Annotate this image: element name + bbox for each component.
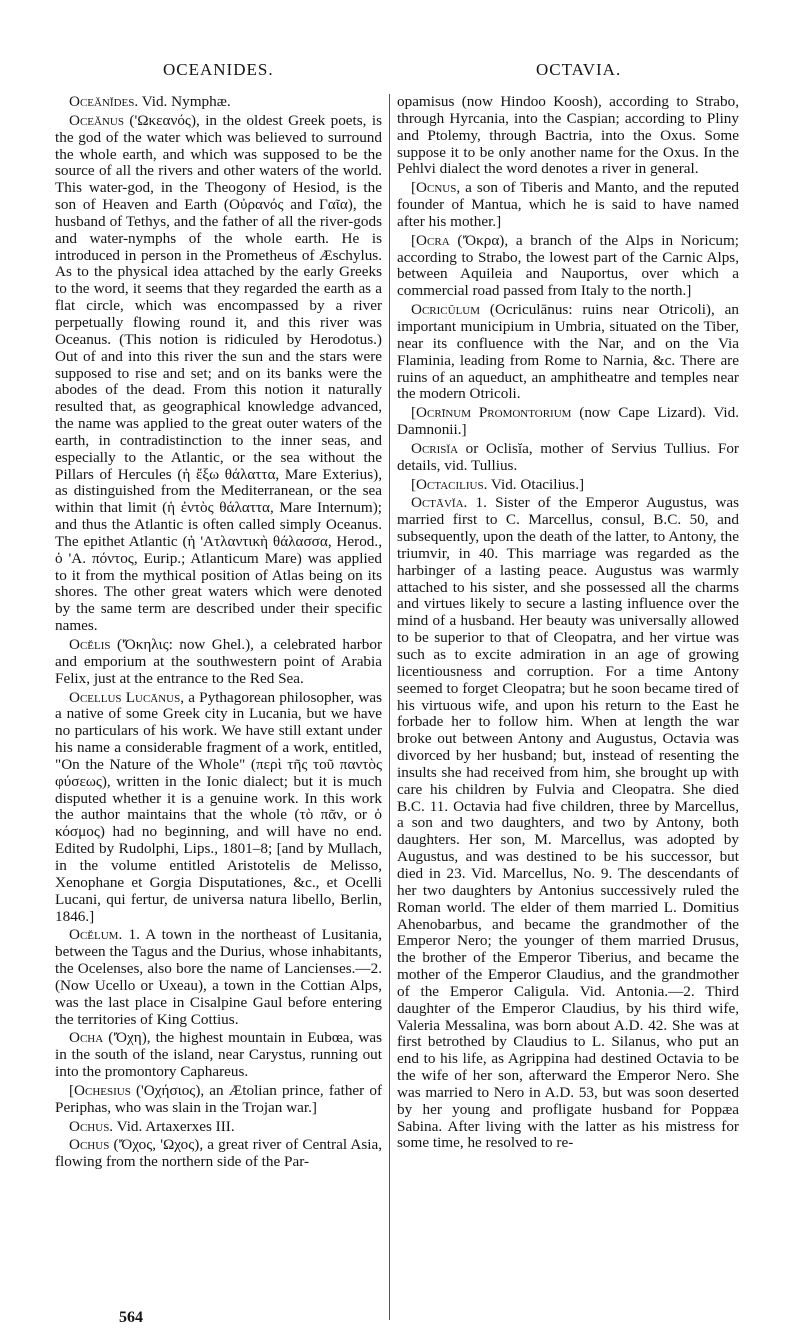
entry-headword: Ochus. — [69, 1117, 114, 1135]
entry-ocelum — [55, 927, 382, 1028]
entry-ocriculum — [397, 302, 739, 403]
entry-headword: Ocellus Lucānus, — [69, 688, 185, 706]
entry-text: Vid. Nymphæ. — [141, 93, 231, 110]
entry-ocelis — [55, 637, 382, 688]
column-divider — [389, 94, 390, 1320]
entry-text: 1. Sister of the Emperor Augustus, was married first to C. Marcellus, consul, B.C. 50, and subsequently, upon the death of the latter, to Antony, the triumvir, in 40. This marriage was regarded as the harbinger of a lasting peace. Augustus was warmly attached to his sister, and she possessed all the charms and virtues likely to secure a lasting influence over the mind of a husband. Her beauty was universally allowed to be superior to that of Cleopatra, and her virtue was such as to excite admiration in an age of growing licentiousness and corruption. For a time Antony seemed to forget Cleopatra; but he soon became tired of his virtuous wife, and upon his return to the East he forbade her to follow him. When at length the war broke out between Antony and Augustus, Octavia was divorced by her husband; but, instead of resenting the insults she had received from him, she brought up with care his children by Fulvia and Cleopatra. She died B.C. 11. Octavia had five children, three by Marcellus, a son and two daughters, and two by Antony, both daughters. Her son, M. Marcellus, was adopted by Augustus, and was destined to be his successor, but died in 23. Vid. Marcellus, No. 9. The descendants of her two daughters by Antonius successively ruled the Roman world. The elder of them married L. Domitius Ahenobarbus, and became the grandmother of the Emperor Nero; the younger of them married Drusus, the brother of the Emperor Tiberius, and became the mother of the Emperor Claudius, and the grandmother of the Emperor Caligula. Vid. Antonia.—2. Third daughter of the Emperor Claudius, by his third wife, Valeria Messalina, was born about A.D. 42. She was at first betrothed by Claudius to L. Silanus, who put an end to his life, as Agrippina had destined Octavia to be the wife of her son, afterward the Emperor Nero. She was married to Nero in A.D. 53, but was soon deserted by her young and profligate husband for Poppæa Sabina. After living with the latter as his mistress for some time, he resolved to re- — [397, 494, 739, 1152]
entry-headword: Ocrisĭa — [411, 439, 459, 457]
entry-headword: Ocha — [69, 1029, 104, 1047]
entry-headword: [Ocrīnum Promontorium — [411, 404, 572, 422]
entry-text: (now Cape Lizard). Vid. Damnonii.] — [397, 404, 740, 439]
entry-headword: Ocĕlis — [69, 636, 111, 653]
entry-ocrisia — [397, 441, 739, 475]
entry-ocha — [55, 1030, 382, 1081]
entry-headword: [Ocra — [411, 231, 450, 249]
entry-text: 1. A town in the northeast of Lusitania, between the Tagus and the Durius, whose inhabitants, the Ocelenses, also bore the name of Lancienses.—2. (Now Ucello or Uxeau), a town in the Cottian Alps, was the last place in Cisalpine Gaul before entering the territories of King Cottius. — [55, 926, 383, 1028]
running-head-left: OCEANIDES. — [163, 60, 274, 79]
entry-octacilius — [397, 477, 739, 494]
entry-text: ('Όχη), the highest mountain in Eubœa, was in the south of the island, near Carystus, running out into the promontory Caphareus. — [55, 1029, 383, 1081]
entry-octavia — [397, 495, 739, 1152]
entry-ocellus-lucanus — [55, 690, 382, 926]
entry-headword: [Ochesius — [69, 1081, 131, 1099]
entry-ochus-continued — [397, 94, 739, 178]
entry-ocrinum — [397, 405, 739, 439]
entry-text: ('Οχήσιος), an Ætolian prince, father of Periphas, who was slain in the Trojan war.] — [55, 1081, 382, 1116]
entry-headword: Octāvĭa. — [411, 494, 468, 512]
entry-text: (Ocriculānus: ruins near Otricoli), an important municipium in Umbria, situated on the Tiber, near its confluence with the Nar, and on the Via Flaminia, leading from Rome to Narnia, &c. There are ruins of an aqueduct, an amphitheatre and temples near the modern Otricoli. — [397, 301, 739, 403]
entry-text: a son of Tiberis and Manto, and the reputed founder of Mantua, which he is said to have named after his mother.] — [397, 179, 739, 230]
entry-headword: Oceănĭdes. — [69, 93, 139, 110]
running-head — [0, 0, 800, 84]
entry-text: ('Ωκεανός), in the oldest Greek poets, is the god of the water which was believed to surround the whole earth, and which was supposed to be the source of all the rivers and other waters of the world. This water-god, in the Theogony of Hesiod, is the son of Heaven and Earth (Οὐρανός and Γαῖα), the husband of Tethys, and the father of all the river-gods and water-nymphs of the whole earth. He is introduced in person in the Prometheus of Æschylus. As to the physical idea attached by the early Greeks to the word, it seems that they regarded the earth as a flat circle, which was encompassed by a river perpetually flowing round it, and this river was Oceanus. (This notion is ridiculed by Herodotus.) Out of and into this river the sun and the stars were supposed to rise and set; and on its banks were the abodes of the dead. From this notion it naturally resulted that, as geographical knowledge advanced, the name was applied to the great outer waters of the earth, in contradistinction to the inner seas, and especially to the Atlantic, or the sea without the Pillars of Hercules (ἡ ἔξω θάλαττα, Mare Exterius), as distinguished from the Mediterranean, or the sea within that limit (ἡ ἐντὸς θάλαττα, Mare Internum); and thus the Atlantic is often called simply Oceanus. The epithet Atlantic (ἡ 'Ατλαντικὴ θάλασσα, Herod., ὁ 'Α. πόντος, Eurip.; Atlanticum Mare) was applied to it from the mythical position of Atlas being on its shores. The other great waters which were denoted by the same term are described under their specific names. — [55, 111, 383, 635]
entry-text: opamisus (now Hindoo Koosh), according to Strabo, through Hyrcania, into the Caspian; according to Pliny and Ptolemy, through Bactria, into the Oxus. Some suppose it to be only another name for the Oxus. In the Pehlvi dialect the word denotes a river in general. — [397, 93, 739, 178]
entry-text: Vid. Otacilius.] — [490, 475, 585, 493]
entry-ochesius — [55, 1083, 382, 1117]
left-column — [55, 94, 382, 1173]
entry-text: ('Όκηλις: now Ghel.), a celebrated harbor and emporium at the southwestern point of Arabia Felix, just at the entrance to the Red Sea. — [55, 636, 383, 687]
entry-ochus-1 — [55, 1119, 382, 1136]
page-number: 564 — [119, 1309, 143, 1326]
entry-headword: Oceănus — [69, 111, 124, 129]
entry-headword: Ocricŭlum — [411, 301, 481, 319]
right-column — [397, 94, 739, 1154]
entry-ocnus — [397, 180, 739, 231]
entry-headword: Ochus — [69, 1136, 110, 1154]
entry-text: ('Όκρα), a branch of the Alps in Noricum; according to Strabo, the lowest part of the Carnic Alps, between Aquileia and Nauportus, over which a commercial road passed from Italy to the north.] — [397, 231, 740, 300]
entry-oceanus — [55, 113, 382, 635]
entry-ocra — [397, 233, 739, 300]
entry-headword: [Octacilius. — [411, 475, 488, 493]
entry-oceanides — [55, 94, 382, 111]
entry-text: Vid. Artaxerxes III. — [116, 1117, 235, 1135]
entry-text: a Pythagorean philosopher, was a native of some Greek city in Lucania, but we have no particulars of his work. We have still extant under his name a considerable fragment of a work, entitled, "On the Nature of the Whole" (περὶ τῆς τοῦ παντὸς φύσεως), written in the Ionic dialect; but it is much disputed whether it is a genuine work. In this work the author maintains that the whole (τὸ πᾶν, or ὁ κόσμος) had no beginning, and will have no end. Edited by Rudolphi, Lips., 1801–8; [and by Mullach, in the volume entitled Aristotelis de Melisso, Xenophane et Gorgia Disputationes, &c., et Ocelli Lucani, qui fertur, de universa natura libello, Berlin, 1846.] — [55, 688, 382, 925]
running-head-right: OCTAVIA. — [536, 60, 622, 79]
entry-ochus-2 — [55, 1137, 382, 1171]
entry-text: ('Όχος, 'Ωχος), a great river of Central Asia, flowing from the northern side of the Par- — [55, 1136, 382, 1171]
entry-text: or Oclisĭa, mother of Servius Tullius. For details, vid. Tullius. — [397, 439, 739, 474]
entry-headword: Ocĕlum. — [69, 926, 123, 944]
entry-headword: [Ocnus, — [411, 179, 461, 197]
